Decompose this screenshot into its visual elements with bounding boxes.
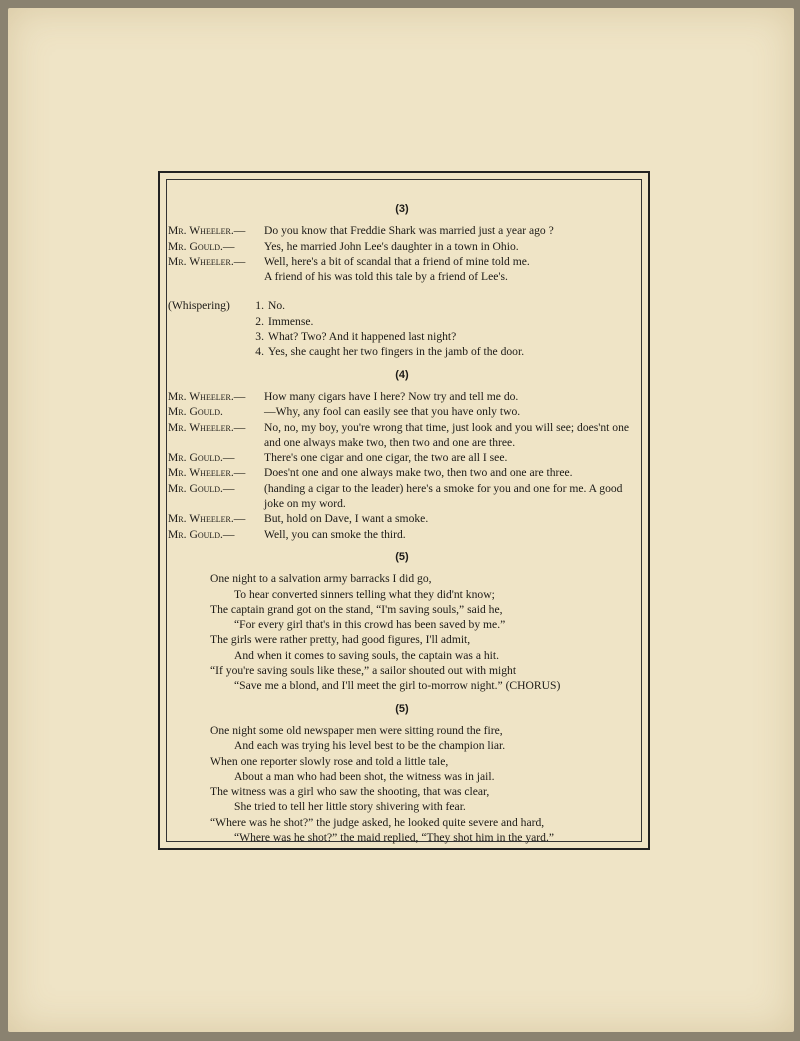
verse-1: [168, 571, 636, 693]
section-5b-number: (5): [395, 702, 409, 715]
dialogue-line: [168, 465, 636, 480]
verse-line: The girls were rather pretty, had good figures, I'll admit,: [210, 633, 471, 647]
speaker: Mr. Gould.: [168, 405, 223, 419]
section-4-number: (4): [395, 368, 409, 381]
line-text: How many cigars have I here? Now try and tell me do.: [264, 389, 519, 403]
whisper-text: No.: [268, 299, 286, 313]
verse-line-indented: About a man who had been shot, the witness was in jail.: [234, 769, 495, 783]
line-text: Does'nt one and one always make two, then two and one are three.: [264, 466, 573, 480]
speaker: Mr. Gould.—: [168, 481, 235, 495]
line-text: No, no, my boy, you're wrong that time, just look and you will see; does'nt one and one always make two, then two and one are three.: [264, 420, 630, 449]
speaker: Mr. Wheeler.—: [168, 389, 246, 403]
verse-2: [168, 723, 636, 845]
verse-line-indented: And when it comes to saving souls, the captain was a hit.: [234, 648, 499, 662]
speaker: Mr. Gould.—: [168, 527, 235, 541]
verse-line: The witness was a girl who saw the shooting, that was clear,: [210, 785, 490, 799]
verse-line: The captain grand got on the stand, “I'm saving souls,” said he,: [210, 602, 503, 616]
whisper-item: [168, 329, 636, 344]
dialogue-line: [168, 420, 636, 451]
speaker: Mr. Wheeler.—: [168, 420, 246, 434]
verse-line: One night some old newspaper men were sitting round the fire,: [210, 723, 503, 737]
dialogue-line: [168, 223, 636, 238]
dialogue-line: [168, 527, 636, 542]
speaker: Mr. Wheeler.—: [168, 254, 246, 268]
section-3-number: (3): [395, 203, 409, 215]
speaker: Mr. Gould.—: [168, 451, 235, 465]
whisper-number: 4.: [255, 345, 264, 359]
verse-line-indented: She tried to tell her little story shivering with fear.: [234, 800, 466, 814]
speaker: [168, 269, 264, 284]
whisper-item: [168, 314, 636, 329]
line-text: Well, here's a bit of scandal that a friend of mine told me.: [264, 254, 530, 268]
lyrics-content: [168, 200, 636, 845]
section-5a-number: (5): [395, 550, 409, 563]
verse-line-indented: And each was trying his level best to be the champion liar.: [234, 739, 506, 753]
whisper-number: 3.: [255, 330, 264, 344]
verse-line-indented: “For every girl that's in this crowd has been saved by me.”: [234, 618, 506, 632]
verse-line: “If you're saving souls like these,” a sailor shouted out with might: [210, 664, 517, 678]
dialogue-line: [168, 389, 636, 404]
verse-line: One night to a salvation army barracks I did go,: [210, 572, 432, 586]
whisper-item: [168, 344, 636, 359]
whisper-number: 1.: [255, 299, 264, 313]
speaker: Mr. Gould.—: [168, 239, 235, 253]
speaker: Mr. Wheeler.—: [168, 224, 246, 238]
whisper-item: [168, 298, 636, 313]
line-text: (handing a cigar to the leader) here's a smoke for you and one for me. A good joke on my word.: [264, 481, 623, 511]
whisper-text: Immense.: [268, 314, 314, 328]
speaker: Mr. Wheeler.—: [168, 512, 246, 526]
whisper-label: (Whispering): [168, 299, 230, 313]
whisper-text: What? Two? And it happened last night?: [268, 330, 457, 344]
section-4-dialogue: [168, 389, 636, 542]
line-text: There's one cigar and one cigar, the two are all I see.: [264, 451, 508, 465]
whisper-number: 2.: [255, 314, 264, 328]
line-text: But, hold on Dave, I want a smoke.: [264, 512, 429, 526]
dialogue-line: [168, 269, 636, 284]
dialogue-line: [168, 481, 636, 512]
line-text: Well, you can smoke the third.: [264, 527, 406, 541]
section-3-dialogue: [168, 223, 636, 284]
dialogue-line: [168, 254, 636, 269]
dialogue-line: [168, 511, 636, 526]
verse-line: “Where was he shot?” the judge asked, he looked quite severe and hard,: [210, 815, 545, 829]
line-text: —Why, any fool can easily see that you have only two.: [264, 405, 521, 419]
verse-line: When one reporter slowly rose and told a little tale,: [210, 754, 449, 768]
speaker: Mr. Wheeler.—: [168, 466, 246, 480]
line-text: Do you know that Freddie Shark was married just a year ago ?: [264, 224, 554, 238]
line-text: Yes, he married John Lee's daughter in a town in Ohio.: [264, 239, 519, 253]
whisper-text: Yes, she caught her two fingers in the jamb of the door.: [268, 345, 525, 359]
line-text: A friend of his was told this tale by a friend of Lee's.: [264, 270, 508, 284]
verse-line-indented: To hear converted sinners telling what they did'nt know;: [234, 587, 495, 601]
dialogue-line: [168, 239, 636, 254]
dialogue-line: [168, 450, 636, 465]
whisper-list: [168, 298, 636, 359]
dialogue-line: [168, 404, 636, 419]
verse-line-indented: “Where was he shot?” the maid replied, “They shot him in the yard.”: [234, 830, 554, 844]
verse-line-indented: “Save me a blond, and I'll meet the girl to-morrow night.” (CHORUS): [234, 679, 561, 693]
